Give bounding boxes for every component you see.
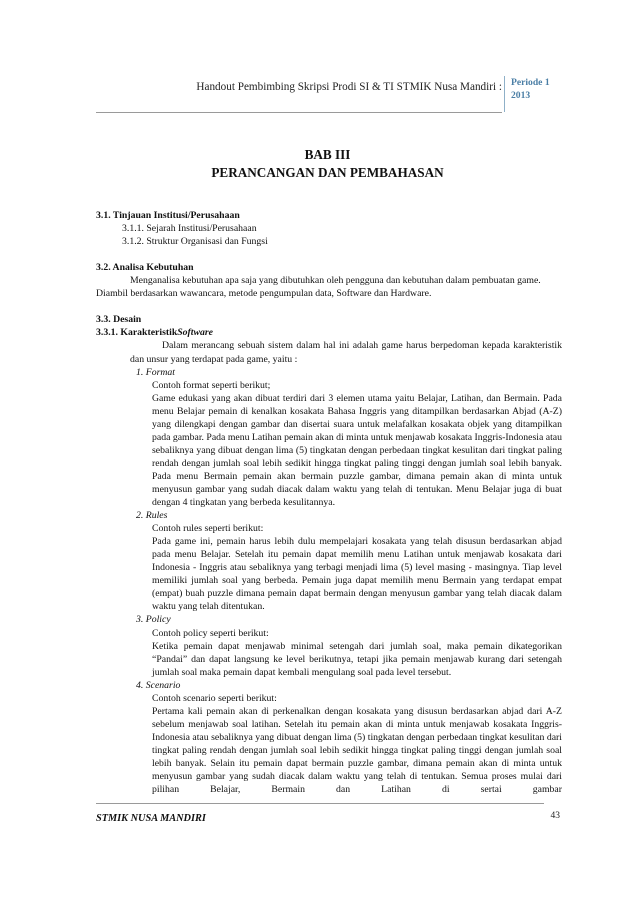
list-item-heading: 2. Rules	[136, 510, 168, 522]
list-item-heading: 3. Policy	[136, 614, 171, 626]
section-3-2-paragraph: Menganalisa kebutuhan apa saja yang dibutuhkan oleh pengguna dan kebutuhan dalam pembuatan game.	[130, 275, 541, 287]
section-3-2-paragraph-2: Diambil berdasarkan wawancara, metode pengumpulan data, Software dan Hardware.	[96, 288, 432, 300]
header-title: Handout Pembimbing Skripsi Prodi SI & TI STMIK Nusa Mandiri :	[196, 81, 502, 93]
section-3-2-heading: 3.2. Analisa Kebutuhan	[96, 262, 194, 274]
chapter-title: PERANCANGAN DAN PEMBAHASAN	[211, 165, 444, 180]
page-header	[96, 76, 559, 114]
list-item	[96, 613, 562, 678]
list-item-heading: 1. Format	[136, 366, 175, 378]
list-item-body: Pada game ini, pemain harus lebih dulu mempelajari kosakata yang telah disusun berdasarkan abjad pada menu Belajar. Setelah itu pemain dapat memilih menu Latihan untuk menjawab kosakata dari Indonesia - Inggris atau sebaliknya yang terbagi menjadi lima (5) level masing - masingnya. Tiap level memiliki jumlah soal yang berbeda. Pemain juga dapat memilih menu Bermain yang terdapat empat (empat) buah puzzle dimana pemain dapat bermain dengan menyusun gambar yang telah diacak dalam waktu yang telah ditentukan.	[152, 536, 562, 613]
list-item-lead: Contoh format seperti berikut;	[152, 379, 271, 391]
section-3-3-1-heading	[96, 326, 562, 339]
list-item-lead: Contoh scenario seperti berikut:	[152, 692, 277, 704]
section-3-3-1-prefix: 3.3.1. Karakteristik	[96, 327, 178, 339]
period-year: 2013	[511, 90, 531, 101]
list-item	[96, 509, 562, 613]
list-item	[96, 366, 562, 510]
list-item-body: Pertama kali pemain akan di perkenalkan dengan kosakata yang disusun berdasarkan abjad dari A-Z sebelum menjawab soal latihan. Setelah itu pemain akan di minta untuk menjawab kosakata Inggris-Indonesia atau sebaliknya yang dibuat dengan lima (5) tingkatan dengan perbedaan tingkat kesulitan dari tingkat paling rendah dengan jumlah soal lebih sedikit hingga tingkat paling tinggi dengan jumlah soal lebih banyak. Selain itu pemain dapat bermain puzzle gambar, dimana pemain akan di minta untuk menyusun gambar yang sudah diacak dalam waktu yang telah di tentukan. Semua proses mulai dari pilihan Belajar, Bermain dan Latihan di sertai gambar	[152, 705, 562, 796]
footer-divider	[96, 803, 544, 804]
header-divider	[96, 112, 502, 113]
section-3-1-1-heading: 3.1.1. Sejarah Institusi/Perusahaan	[122, 223, 257, 235]
list-item-lead: Contoh policy seperti berikut:	[152, 627, 269, 639]
list-item	[96, 679, 562, 796]
section-3-1-2-heading: 3.1.2. Struktur Organisasi dan Fungsi	[122, 236, 268, 248]
period-label: Periode 1	[511, 77, 550, 88]
section-3-3-1-paragraph: Dalam merancang sebuah sistem dalam hal ini adalah game harus berpedoman kepada karakteristik dan unsur yang terdapat pada game, yaitu :	[130, 340, 562, 365]
chapter-number: BAB III	[304, 147, 351, 162]
characteristics-list	[96, 366, 562, 797]
list-item-lead: Contoh rules seperti berikut:	[152, 523, 264, 535]
footer-institution: STMIK NUSA MANDIRI	[96, 813, 206, 824]
section-3-3-1-italic: Software	[177, 327, 214, 339]
page-number: 43	[550, 811, 560, 821]
section-3-3-heading: 3.3. Desain	[96, 314, 142, 326]
list-item-body: Ketika pemain dapat menjawab minimal setengah dari jumlah soal, maka pemain dikategorikan “Pandai” dan dapat langsung ke level berikutnya, tetapi jika pemain menjawab kurang dari setengah jumlah soal maka pemain dapat kembali mengulang soal pada level tersebut.	[152, 640, 562, 678]
section-3-1-heading: 3.1. Tinjauan Institusi/Perusahaan	[96, 210, 240, 221]
list-item-body: Game edukasi yang akan dibuat terdiri dari 3 elemen utama yaitu Belajar, Latihan, dan Bermain. Pada menu Belajar pemain di kenalkan kosakata Bahasa Inggris yang ditampilkan berdasarkan Abjad (A-Z) yang dilengkapi dengan gambar dan disertai suara untuk melafalkan kosakata objek yang ditampilkan pada gambar. Pada menu Latihan pemain akan di minta untuk menjawab kosakata Inggris-Indonesia atau sebaliknya yang dibuat dengan lima (5) tingkatan dengan perbedaan tingkat kesulitan dari tingkat paling rendah dengan jumlah soal lebih sedikit hingga tingkat paling tinggi dengan jumlah soal lebih banyak. Pada menu Bermain pemain akan bermain puzzle gambar, dimana pemain akan di minta untuk menyusun gambar yang sudah diacak dalam waktu yang telah di tentukan. Menu Belajar juga di buat dengan 4 tingkatan yang berbeda kesulitannya.	[152, 392, 562, 509]
period-box	[504, 76, 559, 112]
document-body	[96, 209, 562, 796]
list-item-heading: 4. Scenario	[136, 679, 181, 691]
chapter-heading	[96, 146, 559, 182]
